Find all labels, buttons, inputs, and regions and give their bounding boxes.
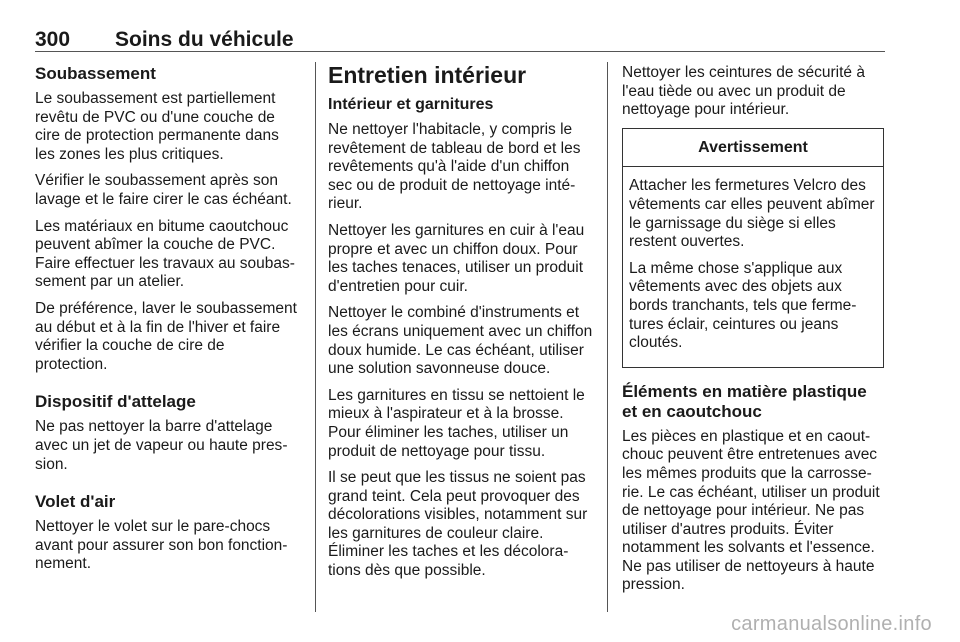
section-title: Soins du véhicule xyxy=(115,28,294,51)
column-divider xyxy=(315,62,316,612)
column-right xyxy=(622,64,884,603)
paragraph: Ne nettoyer l'habitacle, y compris le revêtement de tableau de bord et les revêtements qu'à l'aide d'un chiffon sec ou de produit de nettoyage intérieur. xyxy=(328,121,581,213)
paragraph: Vérifier le soubassement après son lavage et le faire cirer le cas échéant. xyxy=(35,172,292,208)
warning-body xyxy=(623,167,883,366)
paragraph: Il se peut que les tissus ne soient pas grand teint. Cela peut provoquer des décolorations visibles, notamment sur les garnitures de couleur claire. Éliminer les taches et les décolorations dès que possible. xyxy=(328,469,588,580)
page-header xyxy=(35,28,885,50)
paragraph: Nettoyer les garnitures en cuir à l'eau propre et avec un chiffon doux. Pour les taches tenaces, utiliser un produit d'entretien pour cuir. xyxy=(328,221,585,295)
column-left xyxy=(35,64,297,582)
heading-volet: Volet d'air xyxy=(35,492,116,512)
header-divider xyxy=(35,51,885,52)
page-number: 300 xyxy=(35,28,71,51)
paragraph: Les matériaux en bitume caoutchouc peuvent abîmer la couche de PVC. Faire effectuer les travaux au soubassement par un atelier. xyxy=(35,217,295,291)
heading-attelage: Dispositif d'attelage xyxy=(35,392,196,412)
heading-entretien-interieur: Entretien intérieur xyxy=(328,62,527,88)
paragraph: Attacher les fermetures Velcro des vêtements car elles peuvent abîmer le garnissage du siège si elles restent ouvertes. xyxy=(629,177,875,251)
heading-soubassement: Soubassement xyxy=(35,64,156,83)
paragraph: Le soubassement est partiellement revêtu de PVC ou d'une couche de cire de protection permanente dans les zones les plus critiques. xyxy=(35,90,279,163)
warning-box xyxy=(622,128,884,368)
paragraph: Les garnitures en tissu se nettoient le mieux à l'aspirateur et à la brosse. Pour éliminer les taches, utiliser un produit de nettoyage pour tissu. xyxy=(328,386,585,460)
paragraph: La même chose s'applique aux vêtements avec des objets aux bords tranchants, tels que fermetures éclair, ceintures ou jeans cloutés. xyxy=(629,259,857,352)
subheading-interieur-garnitures: Intérieur et garnitures xyxy=(328,96,494,113)
column-divider xyxy=(607,62,608,612)
column-middle xyxy=(328,62,593,589)
warning-title: Avertissement xyxy=(623,129,883,168)
paragraph: De préférence, laver le soubassement au début et à la fin de l'hiver et faire vérifier la couche de cire de protection. xyxy=(35,299,297,373)
paragraph: Ne pas nettoyer la barre d'attelage avec un jet de vapeur ou haute pression. xyxy=(35,418,288,473)
paragraph: Nettoyer le combiné d'instruments et les écrans uniquement avec un chiffon doux humide. Le cas échéant, utiliser une solution savonneuse douce. xyxy=(328,304,593,378)
paragraph: Nettoyer les ceintures de sécurité à l'eau tiède ou avec un produit de nettoyage pour intérieur. xyxy=(622,64,865,119)
paragraph: Nettoyer le volet sur le pare-chocs avant pour assurer son bon fonctionnement. xyxy=(35,518,288,573)
watermark: carmanualsonline.info xyxy=(731,613,932,635)
heading-plastique-caoutchouc: Éléments en matière plastique et en caoutchouc xyxy=(622,381,867,421)
paragraph: Les pièces en plastique et en caoutchouc peuvent être entretenues avec les mêmes produits que la carrosserie. Le cas échéant, utiliser un produit de nettoyage pour intérieur. Ne pas utiliser d'autres produits. Éviter notamment les solvants et l'essence. Ne pas utiliser de nettoyeurs à haute pression. xyxy=(622,427,880,594)
